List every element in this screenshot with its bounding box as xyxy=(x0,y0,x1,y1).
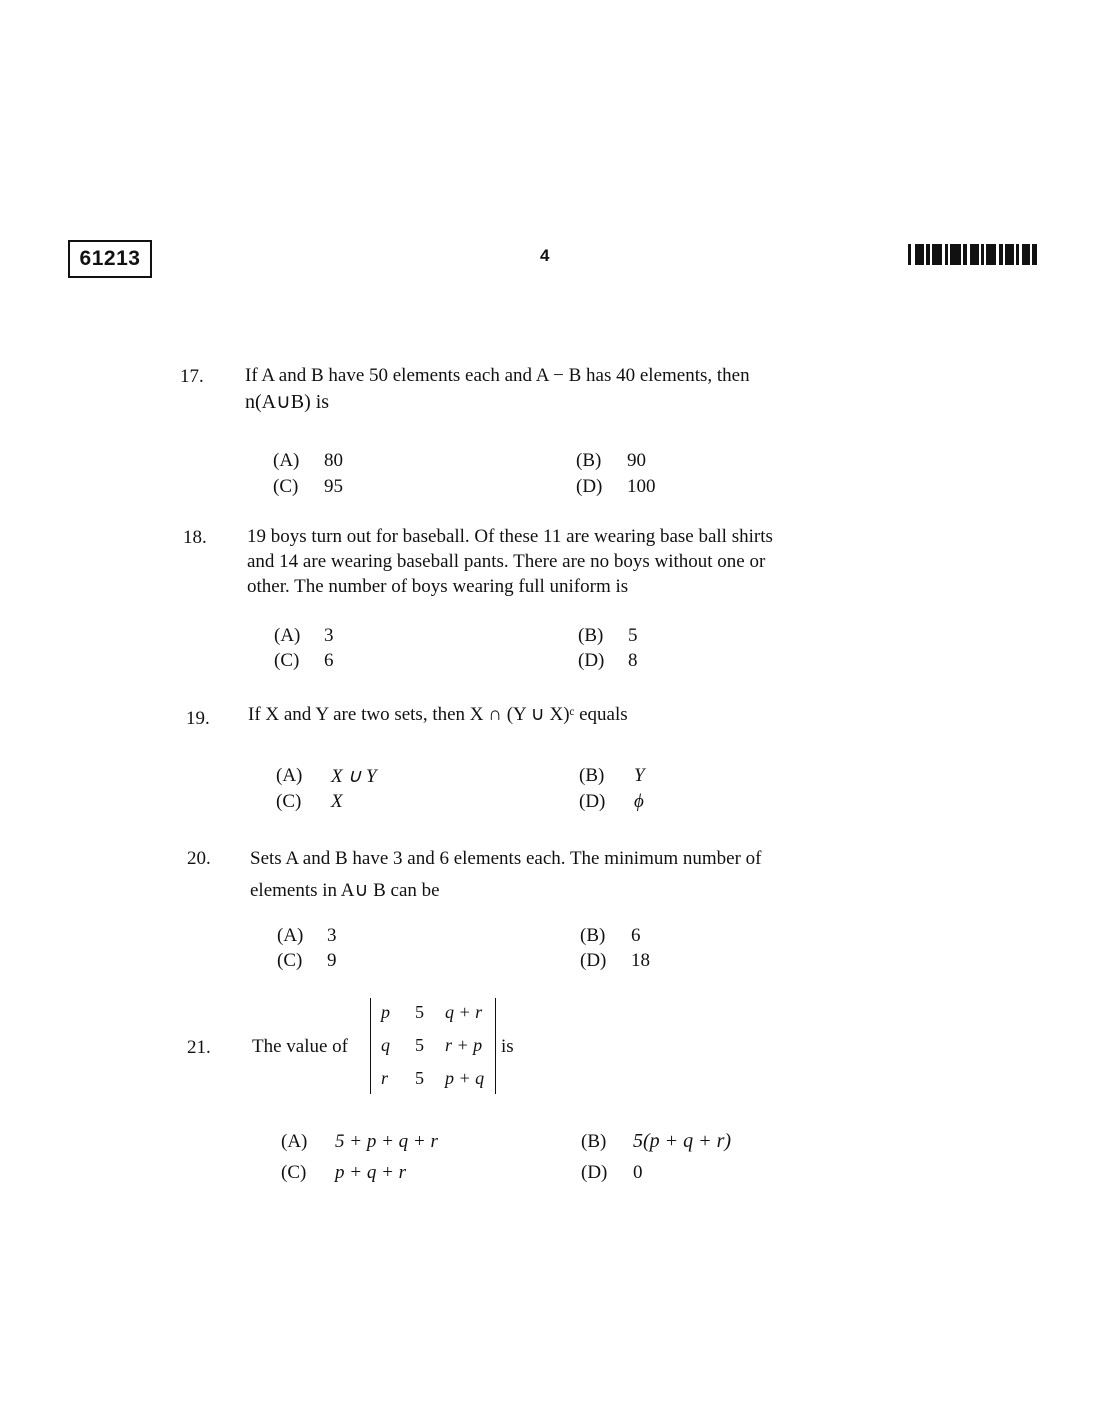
question-text xyxy=(250,843,880,907)
option-value: X xyxy=(331,791,343,812)
det-cell: 5 xyxy=(415,1002,424,1022)
option-label: (C) xyxy=(281,1162,307,1183)
option-value: 9 xyxy=(327,950,337,971)
question-text-prefix: The value of xyxy=(252,1036,349,1057)
det-cell: r xyxy=(381,1068,389,1088)
option-value: X ∪ Y xyxy=(331,766,377,787)
option-label: (D) xyxy=(578,650,605,671)
det-cell: r + p xyxy=(445,1035,483,1055)
option-label: (B) xyxy=(579,765,605,786)
question-text: If X and Y are two sets, then X ∩ (Y ∪ X)ᶜ equals xyxy=(248,704,628,725)
option-label: (A) xyxy=(281,1131,308,1152)
option-value: 90 xyxy=(627,450,646,471)
option-value: 3 xyxy=(324,625,334,646)
question-text-line: elements in A∪ B can be xyxy=(250,880,440,901)
det-cell: q xyxy=(381,1035,390,1055)
option-label: (B) xyxy=(581,1131,607,1152)
det-cell: p xyxy=(381,1002,390,1022)
option-label: (D) xyxy=(576,476,603,497)
option-label: (A) xyxy=(274,625,301,646)
question-text-line: and 14 are wearing baseball pants. There are no boys without one or xyxy=(247,551,766,572)
page-number: 4 xyxy=(540,246,550,265)
option-label: (C) xyxy=(273,476,299,497)
option-label: (A) xyxy=(276,765,303,786)
question-number: 17. xyxy=(180,366,204,387)
option-value: 80 xyxy=(324,450,343,471)
question-text xyxy=(247,524,877,599)
option-value: 6 xyxy=(631,925,641,946)
option-value: 6 xyxy=(324,650,334,671)
option-label: (C) xyxy=(277,950,303,971)
option-value: p + q + r xyxy=(335,1162,407,1183)
option-label: (B) xyxy=(576,450,602,471)
option-label: (A) xyxy=(273,450,300,471)
question-text-suffix: is xyxy=(501,1036,514,1057)
option-value: 18 xyxy=(631,950,650,971)
paper-code: 61213 xyxy=(68,240,152,278)
option-label: (D) xyxy=(579,791,606,812)
barcode-image xyxy=(908,244,1038,265)
det-cell: 5 xyxy=(415,1068,424,1088)
question-number: 18. xyxy=(183,527,207,548)
question-text-line: 19 boys turn out for baseball. Of these 11 are wearing base ball shirts xyxy=(247,526,773,547)
option-value: 0 xyxy=(633,1162,643,1183)
question-text xyxy=(245,363,875,415)
question-text-line: Sets A and B have 3 and 6 elements each. The minimum number of xyxy=(250,848,762,869)
option-value: ϕ xyxy=(634,791,644,812)
option-label: (A) xyxy=(277,925,304,946)
det-cell: p + q xyxy=(445,1068,485,1088)
option-label: (D) xyxy=(581,1162,608,1183)
determinant xyxy=(370,998,496,1094)
option-value: Y xyxy=(634,765,645,786)
question-number: 20. xyxy=(187,848,211,869)
question-number: 21. xyxy=(187,1037,211,1058)
question-text-line: n(A∪B) is xyxy=(245,391,330,413)
option-value: 8 xyxy=(628,650,638,671)
option-label: (C) xyxy=(276,791,302,812)
option-value: 5 xyxy=(628,625,638,646)
option-label: (C) xyxy=(274,650,300,671)
question-text-line: If A and B have 50 elements each and A − B has 40 elements, then xyxy=(245,365,750,386)
det-cell: 5 xyxy=(415,1035,424,1055)
question-text-line: other. The number of boys wearing full uniform is xyxy=(247,576,629,597)
option-label: (B) xyxy=(578,625,604,646)
option-value: 3 xyxy=(327,925,337,946)
option-label: (B) xyxy=(580,925,606,946)
option-value: 5 + p + q + r xyxy=(335,1131,438,1152)
option-value: 100 xyxy=(627,476,656,497)
question-number: 19. xyxy=(186,708,210,729)
option-label: (D) xyxy=(580,950,607,971)
det-cell: q + r xyxy=(445,1002,483,1022)
option-value: 95 xyxy=(324,476,343,497)
option-value: 5(p + q + r) xyxy=(633,1130,732,1152)
